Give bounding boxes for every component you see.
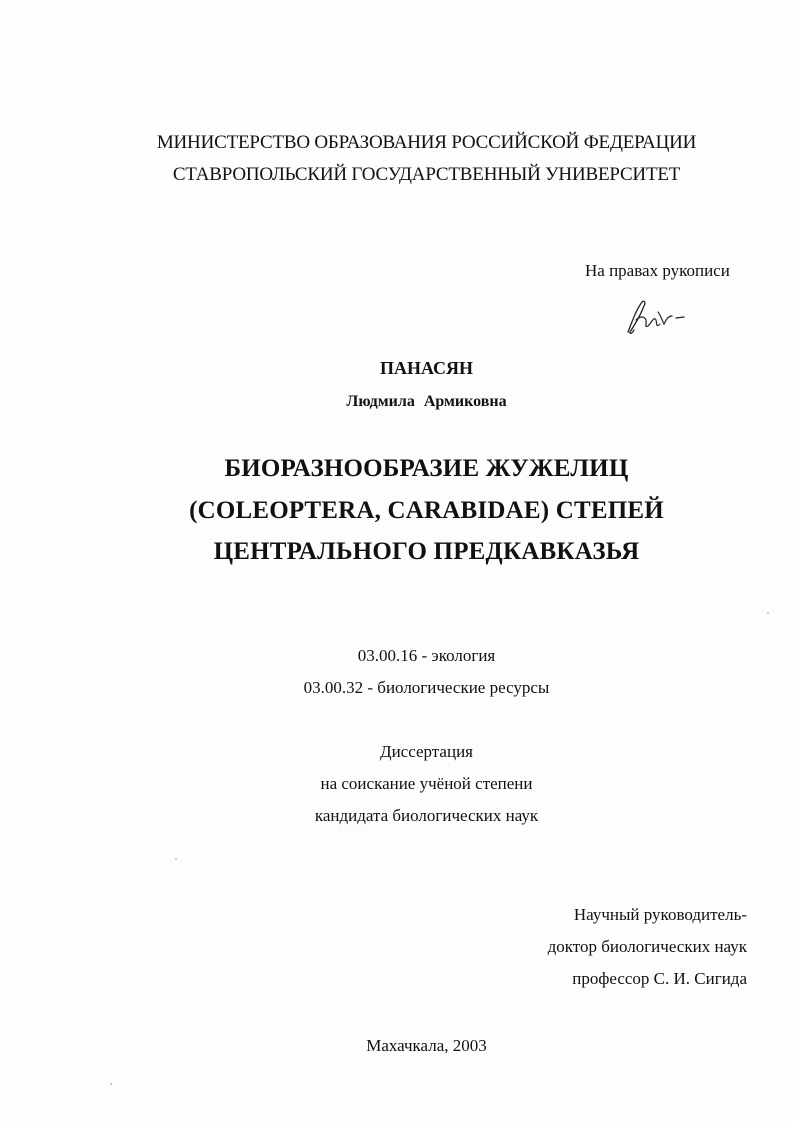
advisor-degree: доктор биологических наук — [547, 937, 747, 956]
advisor-name: профессор С. И. Сигида — [572, 969, 747, 988]
author-given-names: Людмила Армиковна — [346, 393, 507, 410]
manuscript-rights-note: На правах рукописи — [585, 261, 730, 280]
scan-speck — [110, 1083, 112, 1085]
advisor-role: Научный руководитель- — [573, 905, 747, 924]
specialty-ecology: 03.00.16 - экология — [357, 646, 496, 665]
thesis-title-line-3: ЦЕНТРАЛЬНОГО ПРЕДКАВКАЗЬЯ — [213, 538, 640, 565]
degree-purpose: на соискание учёной степени — [320, 774, 533, 793]
scan-speck — [767, 612, 769, 614]
university-name: СТАВРОПОЛЬСКИЙ ГОСУДАРСТВЕННЫЙ УНИВЕРСИТЕТ — [172, 164, 681, 185]
thesis-title-line-1: БИОРАЗНООБРАЗИЕ ЖУЖЕЛИЦ — [224, 455, 629, 482]
degree-name: кандидата биологических наук — [314, 806, 539, 825]
ministry-name: МИНИСТЕРСТВО ОБРАЗОВАНИЯ РОССИЙСКОЙ ФЕДЕРАЦИИ — [156, 132, 697, 153]
dissertation-label: Диссертация — [379, 742, 473, 761]
scan-speck — [175, 858, 177, 860]
specialty-bioresources: 03.00.32 - биологические ресурсы — [303, 678, 550, 697]
city-and-year: Махачкала, 2003 — [366, 1036, 487, 1055]
thesis-title-line-2: (COLEOPTERA, CARABIDAE) СТЕПЕЙ — [189, 497, 664, 524]
author-surname: ПАНАСЯН — [379, 358, 474, 378]
handwritten-signature — [620, 294, 690, 338]
